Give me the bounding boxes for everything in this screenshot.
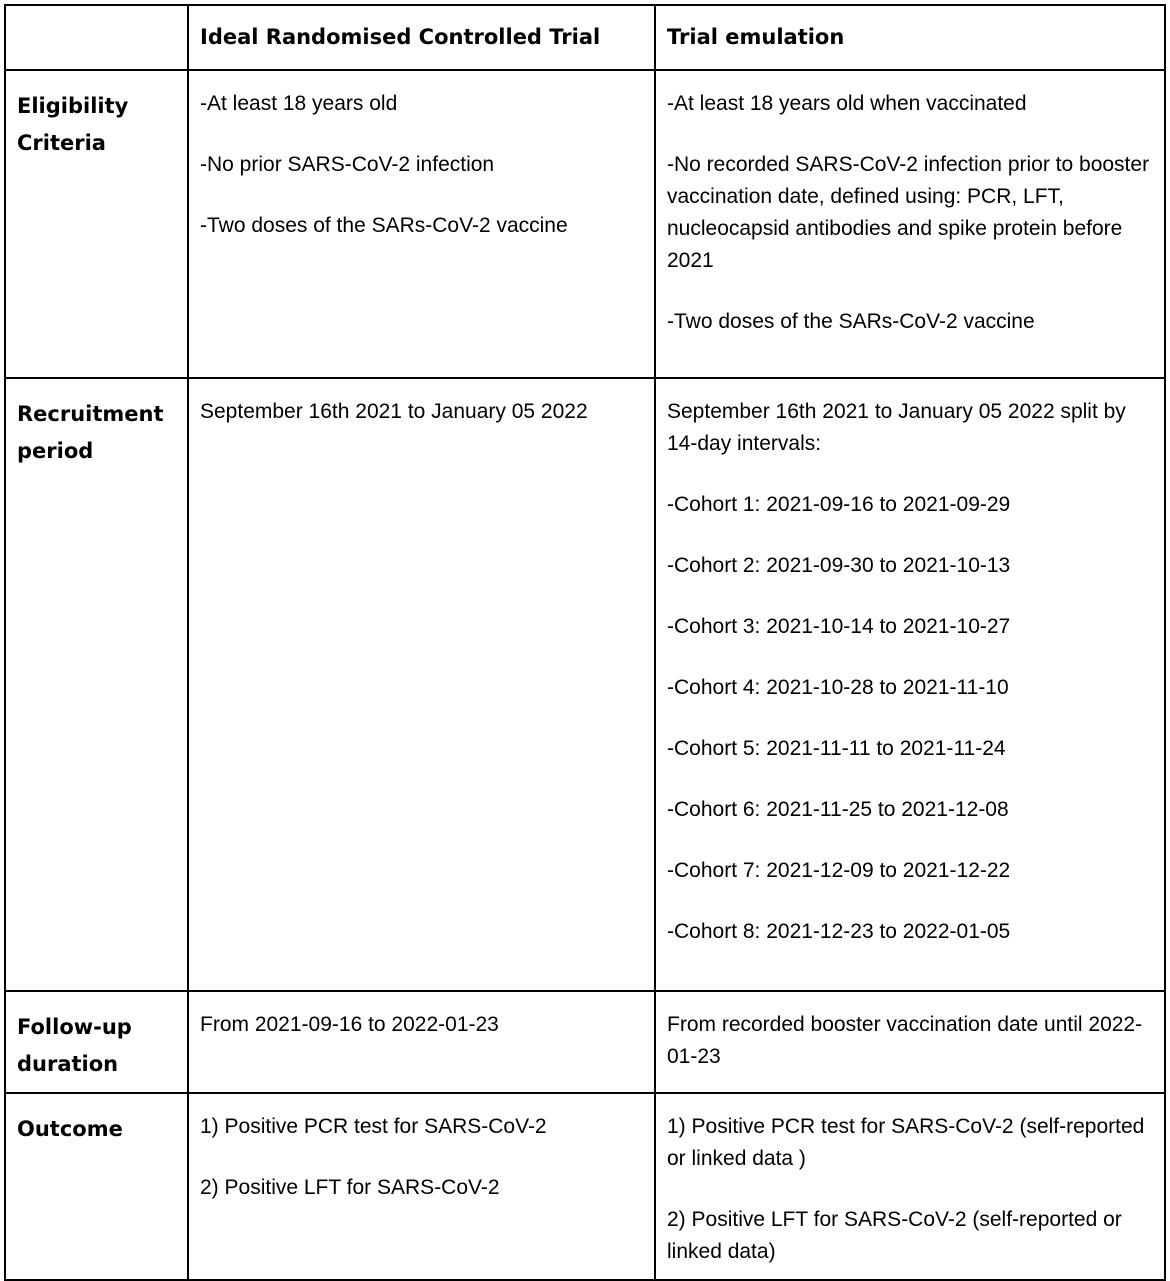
row-label-outcome: Outcome [5,1093,188,1280]
row-eligibility-criteria [5,70,1165,378]
outcome-ideal-item: 1) Positive PCR test for SARS-CoV-2 [200,1115,547,1138]
follow-up-emulation-item: From recorded booster vaccination date until 2022-01-23 [667,1013,1143,1068]
row-label-eligibility: Eligibility Criteria [5,70,188,378]
cohort-item: -Cohort 3: 2021-10-14 to 2021-10-27 [667,615,1011,638]
header-row [5,5,1165,70]
follow-up-ideal-item: From 2021-09-16 to 2022-01-23 [200,1013,499,1036]
recruitment-emulation-intro: September 16th 2021 to January 05 2022 split by 14-day intervals: [667,400,1126,455]
cohort-item: -Cohort 7: 2021-12-09 to 2021-12-22 [667,859,1011,882]
outcome-emulation-item: 2) Positive LFT for SARS-CoV-2 (self-reported or linked data) [667,1208,1122,1263]
outcome-emulation-cell [655,1093,1165,1280]
row-outcome [5,1093,1165,1280]
cohort-item: -Cohort 2: 2021-09-30 to 2021-10-13 [667,554,1011,577]
outcome-ideal-item: 2) Positive LFT for SARS-CoV-2 [200,1176,500,1199]
trial-comparison-table [4,4,1166,1281]
eligibility-emulation-item: -No recorded SARS-CoV-2 infection prior to booster vaccination date, defined using: PCR, LFT, nucleocapsid antibodies and spike protein before 2021 [667,153,1150,272]
cohort-item: -Cohort 4: 2021-10-28 to 2021-11-10 [667,676,1009,699]
eligibility-emulation-cell [655,70,1165,378]
eligibility-ideal-cell [188,70,655,378]
eligibility-emulation-item: -At least 18 years old when vaccinated [667,92,1027,115]
header-trial-emulation: Trial emulation [655,5,1165,70]
eligibility-emulation-item: -Two doses of the SARs-CoV-2 vaccine [667,310,1035,333]
cohort-item: -Cohort 1: 2021-09-16 to 2021-09-29 [667,493,1011,516]
recruitment-ideal-cell [188,378,655,991]
cohort-item: -Cohort 6: 2021-11-25 to 2021-12-08 [667,798,1009,821]
cohort-item: -Cohort 5: 2021-11-11 to 2021-11-24 [667,737,1006,760]
row-follow-up-duration [5,991,1165,1093]
outcome-emulation-item: 1) Positive PCR test for SARS-CoV-2 (self-reported or linked data ) [667,1115,1145,1170]
follow-up-emulation-cell [655,991,1165,1093]
eligibility-ideal-item: -At least 18 years old [200,92,398,115]
cohort-item: -Cohort 8: 2021-12-23 to 2022-01-05 [667,920,1011,943]
row-label-recruitment: Recruitment period [5,378,188,991]
outcome-ideal-cell [188,1093,655,1280]
eligibility-ideal-item: -Two doses of the SARs-CoV-2 vaccine [200,214,568,237]
row-recruitment-period [5,378,1165,991]
recruitment-emulation-cell [655,378,1165,991]
row-label-follow-up: Follow-up duration [5,991,188,1093]
header-ideal-rct: Ideal Randomised Controlled Trial [188,5,655,70]
follow-up-ideal-cell [188,991,655,1093]
recruitment-ideal-item: September 16th 2021 to January 05 2022 [200,400,588,423]
eligibility-ideal-item: -No prior SARS-CoV-2 infection [200,153,495,176]
header-empty-cell [5,5,188,70]
